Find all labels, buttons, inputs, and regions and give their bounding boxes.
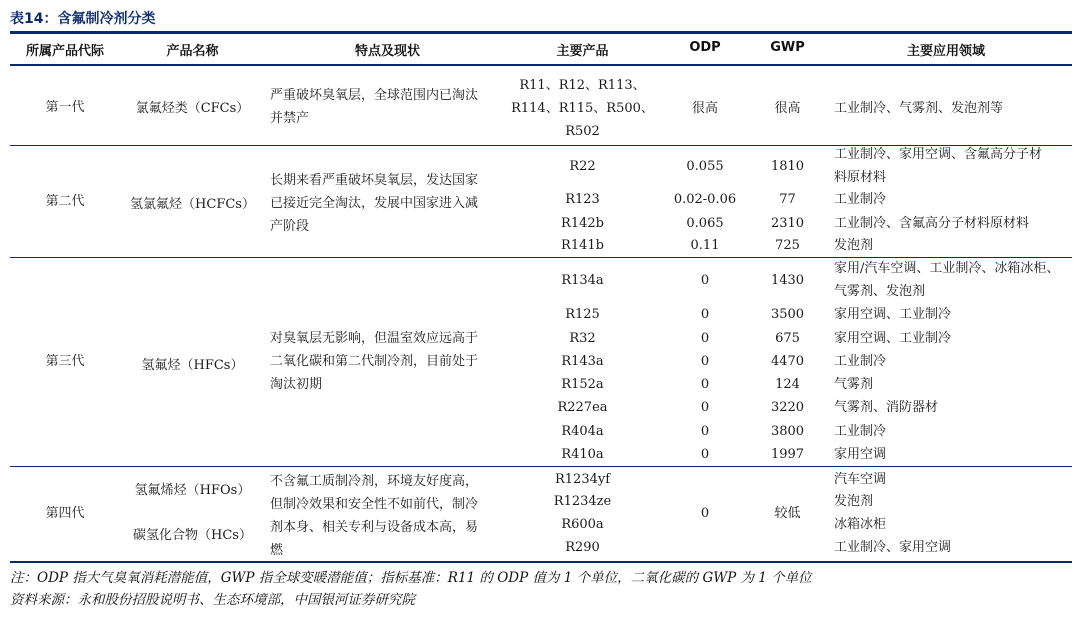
gwp-value: 675 — [775, 330, 800, 346]
application-cell: 工业制冷、气雾剂、发泡剂等 — [834, 100, 1004, 116]
feature-line: 但制冷效果和安全性不如前代，制冷 — [270, 497, 479, 512]
product-code: R141b — [561, 237, 604, 253]
product-code: R134a — [561, 272, 604, 288]
feature-line: 淘汰初期 — [270, 377, 323, 392]
gwp-value: 1997 — [770, 446, 805, 462]
header-gwp: GWP — [770, 40, 805, 55]
generation-cell: 第三代 — [45, 354, 85, 369]
product-code: R152a — [561, 376, 604, 392]
odp-value: 0.065 — [686, 215, 724, 231]
application-cell: 家用空调、工业制冷 — [834, 306, 952, 322]
footnote: 注：ODP 指大气臭氧消耗潜能值，GWP 指全球变暖潜能值；指标基准：R11 的 ODP 值为 1 个单位，二氧化碳的 GWP 为 1 个单位 — [10, 570, 812, 586]
product-code: R123 — [565, 191, 600, 207]
product-code: R143a — [561, 353, 604, 369]
application-cell: 家用/汽车空调、工业制冷、冰箱冰柜、 气雾剂、发泡剂 — [834, 261, 1060, 299]
product-code: R410a — [561, 446, 604, 462]
product-code: R1234yf — [554, 471, 611, 487]
product-name: 碳氢化合物（HCs） — [133, 528, 252, 543]
product-code: R600a — [561, 516, 604, 532]
application-cell: 发泡剂 — [834, 237, 874, 253]
feature-line: 长期来看严重破坏臭氧层，发达国家 — [270, 173, 479, 188]
feature-line: 燃 — [270, 543, 284, 558]
feature-line: 已接近完全淘汰，发展中国家进入减 — [270, 196, 479, 211]
feature-line: 并禁产 — [270, 111, 310, 126]
feature-line: 剂本身、相关专利与设备成本高，易 — [270, 520, 479, 535]
application-cell: 气雾剂 — [834, 376, 874, 392]
feature-line: 二氧化碳和第二代制冷剂，目前处于 — [270, 354, 479, 369]
feature-line: 对臭氧层无影响，但温室效应远高于 — [270, 331, 479, 346]
bottom-rule — [10, 561, 1072, 563]
product-code: R1234ze — [553, 493, 612, 509]
feature-line: 不含氟工质制冷剂，环境友好度高， — [270, 474, 479, 489]
header-rule — [10, 64, 1072, 66]
application-cell: 工业制冷、家用空调 — [834, 539, 952, 555]
gwp-value: 725 — [775, 237, 800, 253]
odp-value: 0 — [700, 446, 710, 462]
odp-value: 0 — [700, 306, 710, 322]
header-products: 主要产品 — [556, 44, 609, 59]
application-cell: 工业制冷、含氟高分子材料原材料 — [834, 215, 1030, 231]
gwp-value: 很高 — [774, 100, 801, 116]
product-code: R11、R12、R113、 R114、R115、R500、 R502 — [511, 77, 654, 139]
gwp-value: 较低 — [774, 506, 801, 521]
application-cell: 工业制冷 — [834, 423, 887, 439]
odp-value: 0 — [700, 376, 710, 392]
product-code: R227ea — [557, 399, 608, 415]
application-cell: 家用空调 — [834, 446, 887, 462]
product-name: 氢氟烃（HFCs） — [141, 358, 244, 373]
application-cell: 工业制冷、家用空调、含氟高分子材 料原材料 — [834, 147, 1043, 185]
application-cell: 气雾剂、消防器材 — [834, 399, 939, 415]
header-feature: 特点及现状 — [354, 44, 420, 59]
odp-value: 0 — [700, 399, 710, 415]
gwp-value: 1810 — [770, 158, 805, 174]
odp-value: 很高 — [691, 100, 718, 116]
application-cell: 工业制冷 — [834, 191, 887, 207]
odp-value: 0 — [700, 506, 710, 521]
gwp-value: 3500 — [770, 306, 805, 322]
odp-value: 0 — [700, 423, 710, 439]
source-note: 资料来源：永和股份招股说明书、生态环境部，中国银河证券研究院 — [10, 592, 415, 608]
gwp-value: 124 — [775, 376, 800, 392]
odp-value: 0 — [700, 272, 710, 288]
gwp-value: 1430 — [770, 272, 805, 288]
odp-value: 0.055 — [686, 158, 724, 174]
product-code: R125 — [565, 306, 600, 322]
product-code: R32 — [569, 330, 596, 346]
gwp-value: 3800 — [770, 423, 805, 439]
header-name: 产品名称 — [166, 44, 219, 59]
application-cell: 冰箱冰柜 — [834, 516, 887, 532]
odp-value: 0 — [700, 353, 710, 369]
table-title: 表14：含氟制冷剂分类 — [10, 11, 156, 27]
application-cell: 汽车空调 — [834, 471, 887, 487]
product-name: 氢氯氟烃（HCFCs） — [130, 197, 255, 212]
application-cell: 家用空调、工业制冷 — [834, 330, 952, 346]
feature-line: 产阶段 — [270, 219, 310, 234]
gwp-value: 4470 — [770, 353, 805, 369]
header-apps: 主要应用领域 — [906, 44, 985, 59]
gwp-value: 2310 — [770, 215, 805, 231]
product-code: R142b — [561, 215, 604, 231]
application-cell: 发泡剂 — [834, 493, 874, 509]
generation-cell: 第一代 — [45, 100, 85, 115]
header-odp: ODP — [689, 40, 721, 55]
application-cell: 工业制冷 — [834, 353, 887, 369]
gwp-value: 3220 — [770, 399, 805, 415]
header-gen: 所属产品代际 — [25, 44, 104, 59]
odp-value: 0 — [700, 330, 710, 346]
product-code: R404a — [561, 423, 604, 439]
generation-cell: 第二代 — [45, 193, 85, 209]
feature-line: 严重破坏臭氧层，全球范围内已淘汰 — [270, 88, 479, 103]
product-code: R290 — [565, 539, 600, 555]
top-rule — [10, 31, 1072, 34]
product-name: 氯氟烃类（CFCs） — [135, 101, 250, 116]
product-name: 氢氟烯烃（HFOs） — [134, 483, 251, 498]
gwp-value: 77 — [779, 191, 796, 207]
odp-value: 0.02-0.06 — [673, 191, 737, 207]
product-code: R22 — [569, 158, 596, 174]
odp-value: 0.11 — [690, 237, 720, 253]
generation-cell: 第四代 — [45, 506, 85, 521]
